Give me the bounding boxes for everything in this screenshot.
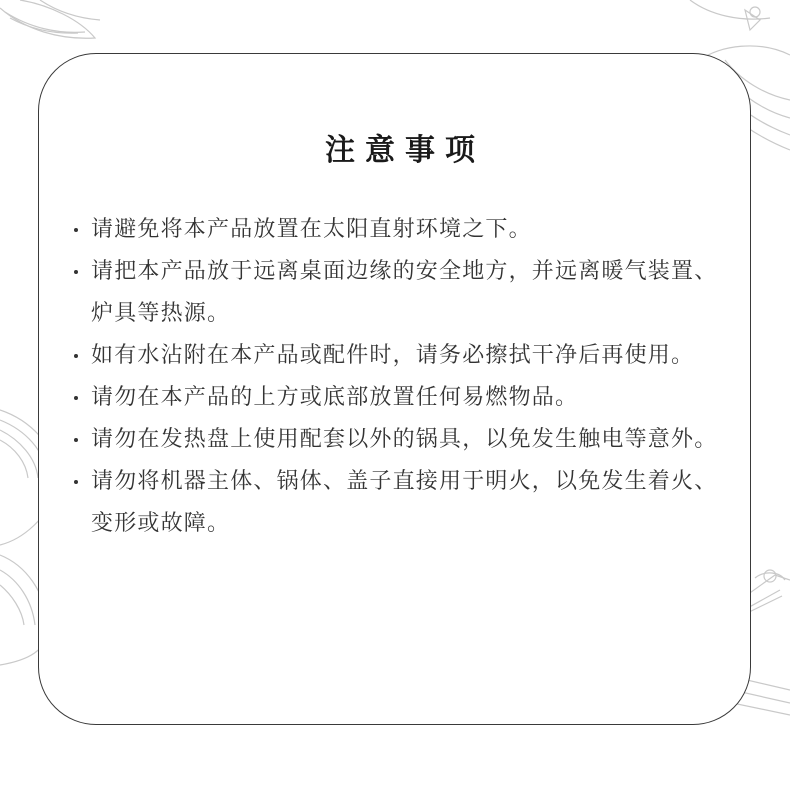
list-item: [74, 377, 724, 419]
bullet-dot-icon: [74, 354, 78, 358]
list-item: [74, 209, 724, 251]
list-item: [74, 419, 724, 461]
list-item: [74, 251, 724, 335]
bullet-dot-icon: [74, 480, 78, 484]
bullet-dot-icon: [74, 228, 78, 232]
note-text: 请把本产品放于远离桌面边缘的安全地方，并远离暖气装置、炉具等热源。: [91, 259, 718, 326]
notes-list: [74, 209, 724, 545]
bullet-dot-icon: [74, 270, 78, 274]
bullet-dot-icon: [74, 438, 78, 442]
page-title: 注意事项: [325, 133, 485, 168]
croissant-sketch-top-left: [0, 0, 100, 38]
bullet-dot-icon: [74, 396, 78, 400]
note-text: 请勿在发热盘上使用配套以外的锅具，以免发生触电等意外。: [91, 427, 718, 452]
note-text: 如有水沾附在本产品或配件时，请务必擦拭干净后再使用。: [91, 343, 695, 368]
note-text: 请避免将本产品放置在太阳直射环境之下。: [91, 217, 532, 242]
note-text: 请勿将机器主体、锅体、盖子直接用于明火，以免发生着火、变形或故障。: [91, 469, 718, 536]
note-text: 请勿在本产品的上方或底部放置任何易燃物品。: [91, 385, 579, 410]
list-item: [74, 461, 724, 545]
list-item: [74, 335, 724, 377]
